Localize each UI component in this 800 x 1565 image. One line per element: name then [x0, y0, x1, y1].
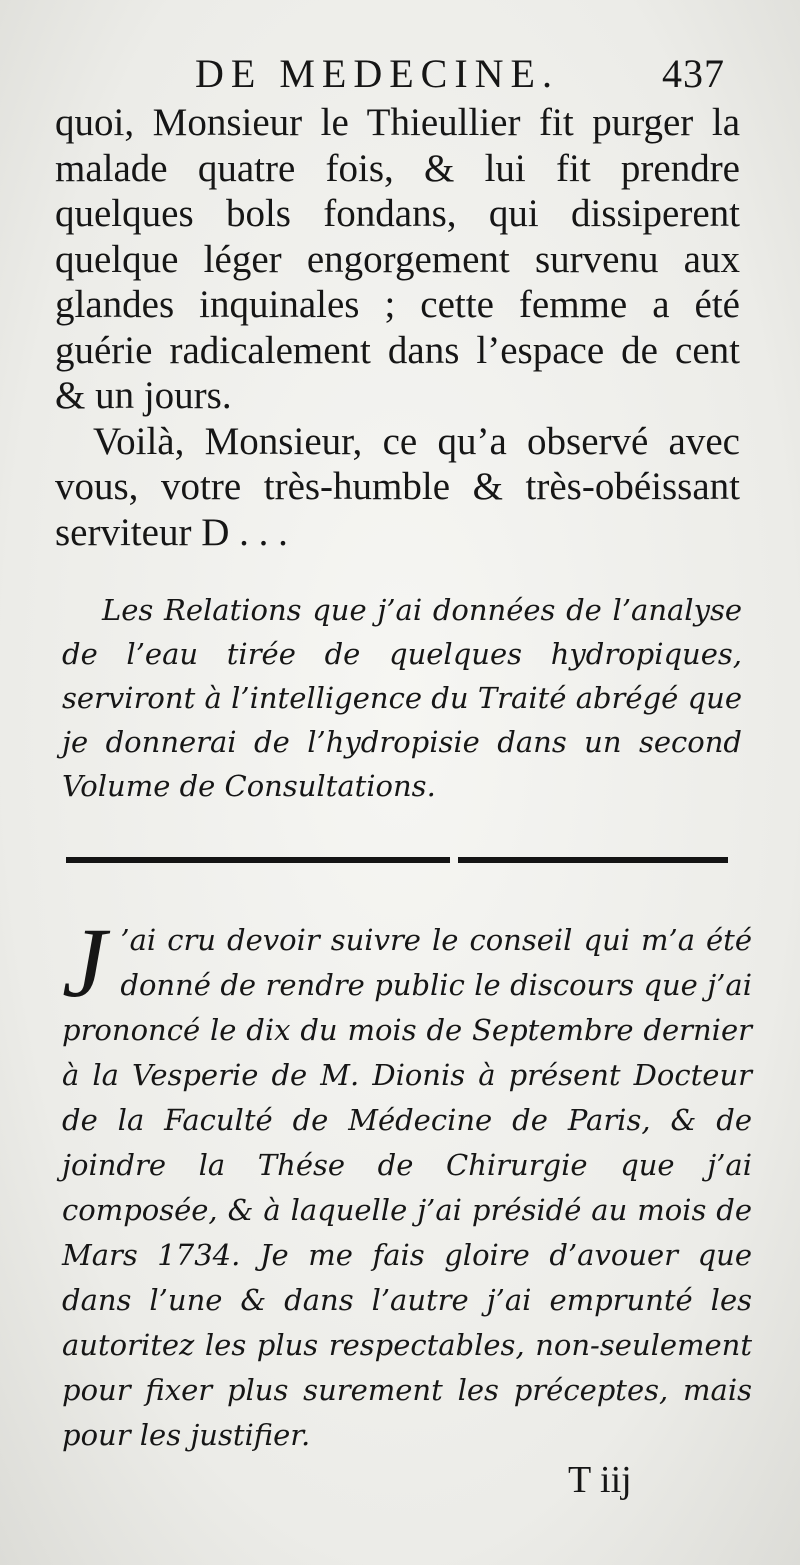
page-number: 437	[662, 51, 725, 96]
section-divider-left	[66, 857, 450, 863]
running-head-title: DE MEDECINE.	[195, 51, 559, 96]
author-note	[62, 588, 742, 808]
preface-text: ’ai cru devoir suivre le conseil qui m’a été donné de rendre public le discours que j’ai prononcé le dix du mois de Septembre dernier à la Vesperie de M. Dionis à présent Docteur de la Faculté de Médecine de Paris, & de joindre la Thése de Chirurgie que j’ai composée, & à laquelle j’ai présidé au mois de Mars 1734. Je me fais gloire d’avouer que dans l’une & dans l’autre j’ai emprunté les autoritez les plus respectables, non-seulement pour fixer plus surement les préceptes, mais pour les justifier.	[62, 923, 752, 1452]
main-text	[55, 100, 740, 555]
preface-letter	[62, 907, 752, 1458]
drop-cap: J	[62, 907, 107, 1018]
signature-mark: T iij	[568, 1459, 632, 1501]
paragraph-closing-salutation: Voilà, Monsieur, ce qu’a observé avec vous, votre très-humble & très-obéissant serviteur D . . .	[55, 419, 740, 554]
paragraph-case-conclusion: quoi, Monsieur le Thieullier fit purger la malade quatre fois, & lui fit prendre quelques bols fondans, qui dissiperent quelque léger engorgement survenu aux glandes inquinales ; cette femme a été guérie radicalement dans l’espace de cent & un jours.	[55, 101, 740, 417]
running-head	[0, 50, 800, 98]
section-divider-right	[458, 857, 728, 863]
note-text: Les Relations que j’ai données de l’analyse de l’eau tirée de quelques hydropiques, serviront à l’intelligence du Traité abrégé que je donnerai de l’hydropisie dans un second Volume de Consultations.	[62, 593, 742, 803]
